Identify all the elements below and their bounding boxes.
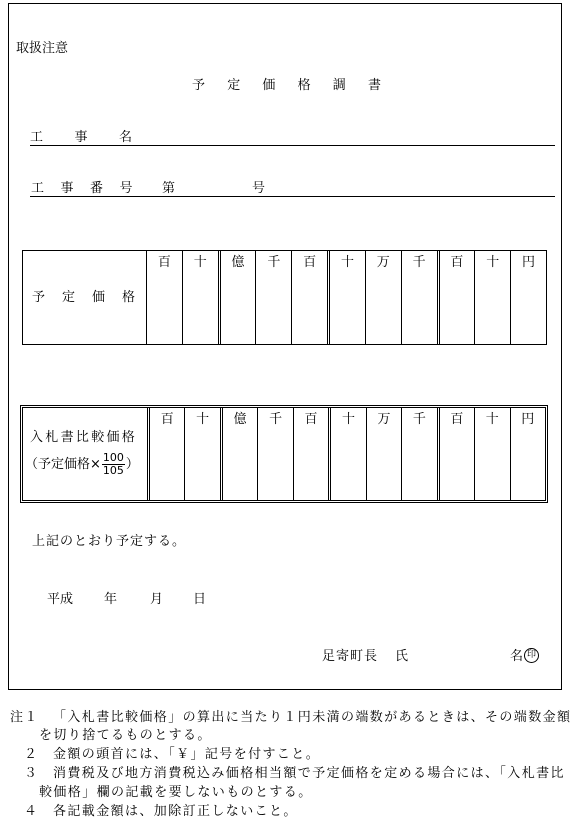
digit-unit-label: 円 — [522, 255, 536, 270]
digit-col-thousand — [401, 408, 436, 500]
digit-unit-label: 百 — [450, 255, 464, 270]
digit-unit-label: 十 — [340, 255, 354, 270]
digit-col-hundred-million — [220, 408, 257, 500]
project-name-label: 工事名 — [30, 130, 164, 145]
digit-unit-label: 千 — [269, 412, 283, 427]
digit-unit-label: 千 — [412, 255, 426, 270]
digit-unit-label: 万 — [376, 255, 390, 270]
date-year-unit: 年 — [104, 592, 118, 607]
digit-unit-label: 百 — [303, 255, 317, 270]
formula-open: （予定価格× — [25, 456, 101, 472]
note-3-marker: ３ — [24, 766, 39, 781]
digit-col-yen — [510, 251, 546, 344]
planned-price-table — [22, 250, 547, 345]
digit-col-billion — [182, 251, 218, 344]
project-number-underline — [30, 196, 555, 197]
bid-comparison-label-cell — [23, 408, 147, 500]
statement-text: 上記のとおり予定する。 — [32, 534, 187, 549]
digit-col-ten-thousand — [366, 408, 401, 500]
digit-col-million — [293, 408, 328, 500]
digit-unit-label: 億 — [231, 255, 245, 270]
digit-unit-label: 千 — [267, 255, 281, 270]
seal-stamp-mark: 印 — [524, 648, 539, 663]
form-frame — [8, 3, 562, 690]
signatory-title: 足寄町長 — [322, 649, 379, 664]
digit-unit-label: 百 — [450, 412, 464, 427]
digit-col-ten-thousand — [365, 251, 401, 344]
note-2-line-1: 金額の頭首には、「￥」記号を付すこと。 — [53, 747, 321, 762]
signatory-name-label-part-2: 名 — [510, 649, 524, 664]
note-3-line-1: 消費税及び地方消費税込み価格相当額で予定価格を定める場合には、「入札書比 — [53, 766, 565, 781]
bid-comparison-formula — [25, 450, 139, 478]
planned-price-label: 予定価格 — [32, 290, 153, 305]
digit-col-hundred-million — [218, 251, 256, 344]
digit-col-ten — [474, 251, 510, 344]
fraction-numerator: 100 — [102, 450, 124, 464]
digit-col-hundred-thousand — [328, 408, 365, 500]
digit-unit-label: 十 — [193, 255, 207, 270]
digit-unit-label: 十 — [486, 255, 500, 270]
handling-notice: 取扱注意 — [16, 41, 69, 56]
signatory-name-label-part-1: 氏 — [395, 649, 409, 664]
digit-col-yen — [510, 408, 545, 500]
digit-unit-label: 十 — [485, 412, 499, 427]
date-month-unit: 月 — [150, 592, 164, 607]
note-4-line-1: 各記載金額は、加除訂正しないこと。 — [53, 804, 298, 819]
digit-col-ten-billion — [147, 408, 184, 500]
digit-col-hundred-thousand — [327, 251, 365, 344]
digit-unit-label: 十 — [196, 412, 210, 427]
project-name-underline — [30, 145, 555, 146]
digit-unit-label: 万 — [377, 412, 391, 427]
note-1-marker: 注１ — [10, 710, 39, 725]
digit-col-ten-million — [255, 251, 291, 344]
digit-col-million — [291, 251, 327, 344]
document-title: 予定価格調書 — [192, 78, 404, 93]
digit-col-ten — [474, 408, 509, 500]
fraction-denominator: 105 — [102, 463, 124, 477]
digit-col-thousand — [401, 251, 437, 344]
note-3-line-2: 較価格」欄の記載を要しないものとする。 — [39, 785, 313, 800]
planned-price-label-cell — [23, 251, 153, 344]
project-number-suffix: 号 — [252, 181, 266, 196]
digit-unit-label: 億 — [233, 412, 247, 427]
digit-unit-label: 千 — [412, 412, 426, 427]
digit-col-hundred — [437, 408, 474, 500]
digit-unit-label: 十 — [341, 412, 355, 427]
formula-fraction — [102, 452, 125, 477]
digit-unit-label: 百 — [160, 412, 174, 427]
note-1-line-1: 「入札書比較価格」の算出に当たり１円未満の端数があるときは、その端数金額 — [53, 710, 572, 725]
bid-comparison-price-table — [20, 405, 548, 503]
digit-unit-label: 百 — [304, 412, 318, 427]
digit-unit-label: 円 — [521, 412, 535, 427]
project-number-label: 工事番号 — [31, 181, 150, 196]
digit-col-ten-million — [257, 408, 292, 500]
digit-unit-label: 百 — [157, 255, 171, 270]
digit-col-billion — [184, 408, 219, 500]
note-4-marker: ４ — [24, 804, 39, 819]
note-2-marker: ２ — [24, 747, 39, 762]
date-era: 平成 — [47, 592, 74, 607]
digit-col-hundred — [437, 251, 475, 344]
bid-comparison-label: 入札書比較価格 — [30, 430, 138, 445]
date-day-unit: 日 — [193, 592, 207, 607]
note-1-line-2: を切り捨てるものとする。 — [39, 728, 212, 743]
formula-close: ） — [125, 456, 139, 472]
project-number-prefix: 第 — [162, 181, 176, 196]
